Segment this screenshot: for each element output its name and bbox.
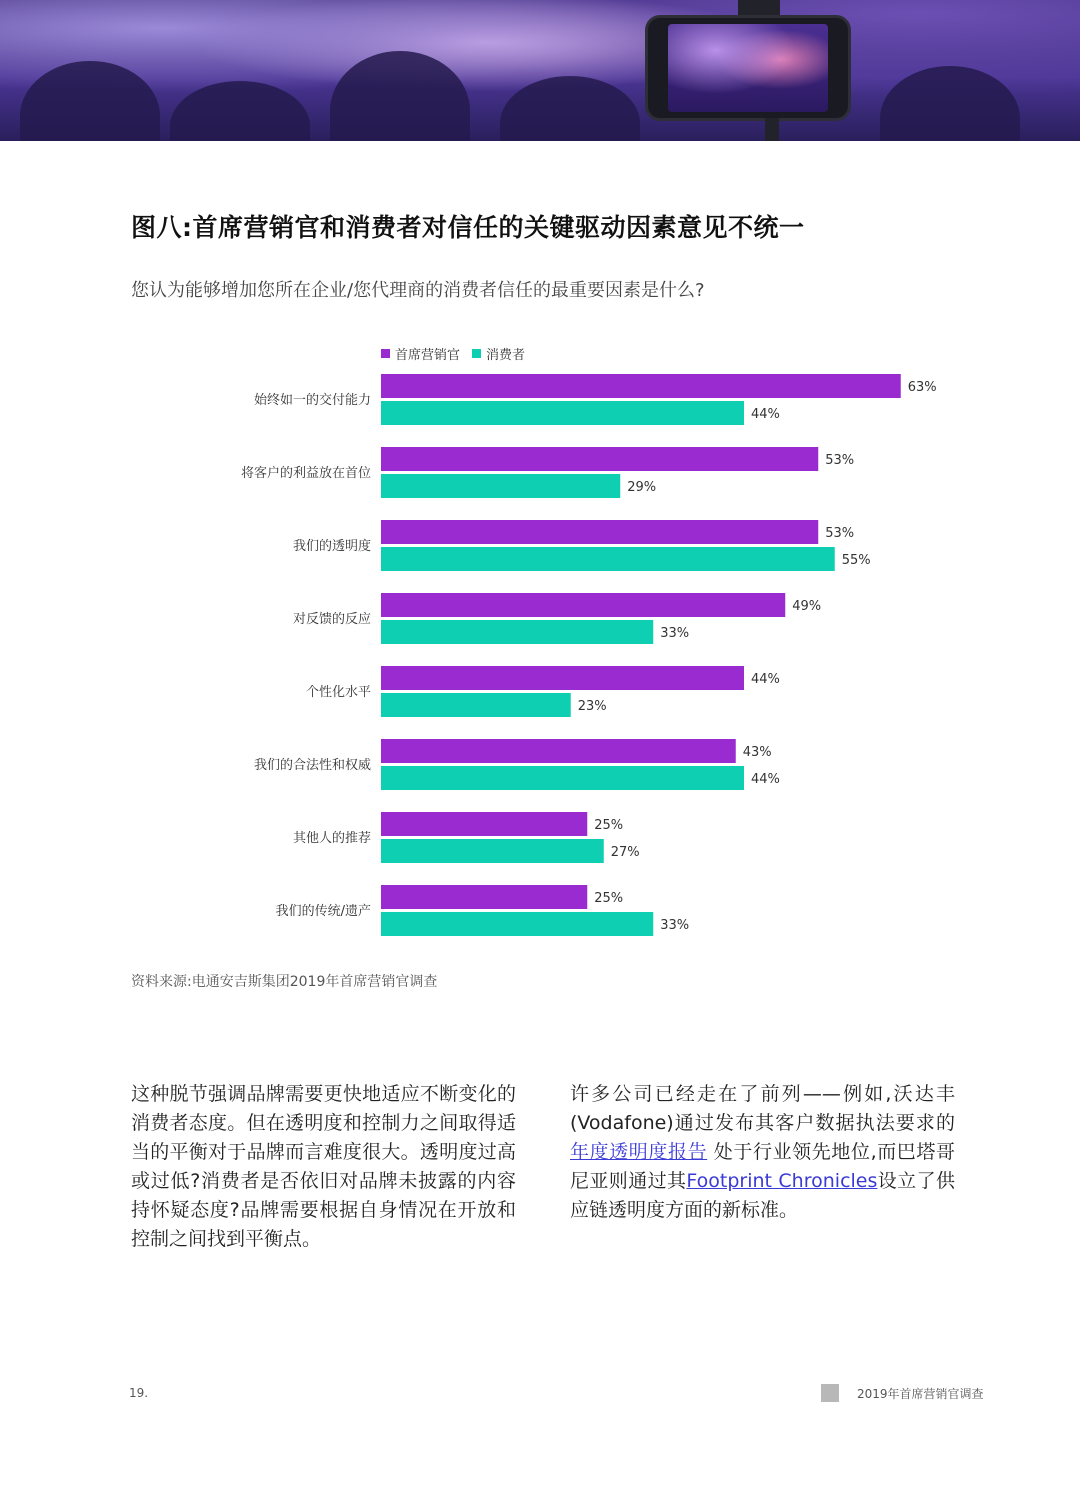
category-label: 我们的透明度 bbox=[292, 539, 371, 554]
category-label: 我们的合法性和权威 bbox=[253, 758, 371, 773]
bar-value-label: 43% bbox=[742, 745, 772, 760]
bar-cmo bbox=[381, 593, 785, 617]
bar-consumer bbox=[381, 474, 620, 498]
bar-cmo bbox=[381, 447, 818, 471]
category-label: 个性化水平 bbox=[305, 685, 371, 700]
source-note: 资料来源:电通安吉斯集团2019年首席营销官调查 bbox=[131, 974, 438, 990]
bar-value-label: 63% bbox=[907, 380, 937, 395]
bar-value-label: 33% bbox=[660, 626, 690, 641]
legend-label-cmo: 首席营销官 bbox=[395, 348, 461, 363]
footer-report-title: 2019年首席营销官调查 bbox=[857, 1387, 984, 1401]
bar-value-label: 25% bbox=[594, 818, 624, 833]
bar-value-label: 55% bbox=[841, 553, 871, 568]
bar-value-label: 29% bbox=[627, 480, 657, 495]
footprint-chronicles-link[interactable]: Footprint Chronicles bbox=[686, 1170, 878, 1192]
bar-value-label: 44% bbox=[751, 672, 780, 687]
bar-value-label: 23% bbox=[577, 699, 607, 714]
bar-consumer bbox=[381, 620, 653, 644]
bar-value-label: 25% bbox=[594, 891, 624, 906]
figure-title: 图八:首席营销官和消费者对信任的关键驱动因素意见不统一 bbox=[131, 213, 805, 242]
bar-cmo bbox=[381, 666, 744, 690]
body-text-right-part1: 许多公司已经走在了前列——例如,沃达丰(Vodafone)通过发布其客户数据执法要求的 bbox=[570, 1083, 955, 1134]
bar-value-label: 33% bbox=[660, 918, 690, 933]
body-text-right-part2: 处于行业领先地位,而巴塔哥尼亚则通过其 bbox=[570, 1141, 955, 1192]
bar-consumer bbox=[381, 693, 571, 717]
bar-cmo bbox=[381, 520, 818, 544]
bar-value-label: 53% bbox=[825, 453, 855, 468]
bar-cmo bbox=[381, 885, 587, 909]
bar-consumer bbox=[381, 401, 744, 425]
body-text-right bbox=[570, 1080, 955, 1225]
bar-cmo bbox=[381, 374, 901, 398]
page-number: 19. bbox=[129, 1386, 149, 1400]
bar-consumer bbox=[381, 766, 744, 790]
bar-cmo bbox=[381, 812, 587, 836]
body-text-left: 这种脱节强调品牌需要更快地适应不断变化的消费者态度。但在透明度和控制力之间取得适当的平衡对于品牌而言难度很大。透明度过高或过低?消费者是否依旧对品牌未披露的内容持怀疑态度?品牌需要根据自身情况在开放和控制之间找到平衡点。 bbox=[131, 1083, 516, 1250]
legend-label-consumer: 消费者 bbox=[486, 348, 526, 363]
bar-consumer bbox=[381, 912, 653, 936]
category-label: 将客户的利益放在首位 bbox=[240, 466, 371, 481]
category-label: 其他人的推荐 bbox=[292, 831, 371, 846]
category-label: 始终如一的交付能力 bbox=[253, 393, 371, 408]
bar-consumer bbox=[381, 547, 835, 571]
bar-cmo bbox=[381, 739, 736, 763]
category-label: 对反馈的反应 bbox=[292, 612, 371, 627]
company-logo-icon bbox=[821, 1384, 839, 1402]
body-text-right-part3: 设立了供应链透明度方面的新标准。 bbox=[570, 1170, 955, 1221]
bar-consumer bbox=[381, 839, 604, 863]
annual-transparency-report-link[interactable]: 年度透明度报告 bbox=[570, 1141, 708, 1163]
bar-value-label: 44% bbox=[751, 772, 780, 787]
bar-value-label: 44% bbox=[751, 407, 780, 422]
figure-subtitle: 您认为能够增加您所在企业/您代理商的消费者信任的最重要因素是什么? bbox=[131, 280, 705, 301]
bar-value-label: 27% bbox=[610, 845, 640, 860]
category-label: 我们的传统/遗产 bbox=[275, 904, 371, 919]
bar-value-label: 53% bbox=[825, 526, 855, 541]
bar-value-label: 49% bbox=[792, 599, 822, 614]
